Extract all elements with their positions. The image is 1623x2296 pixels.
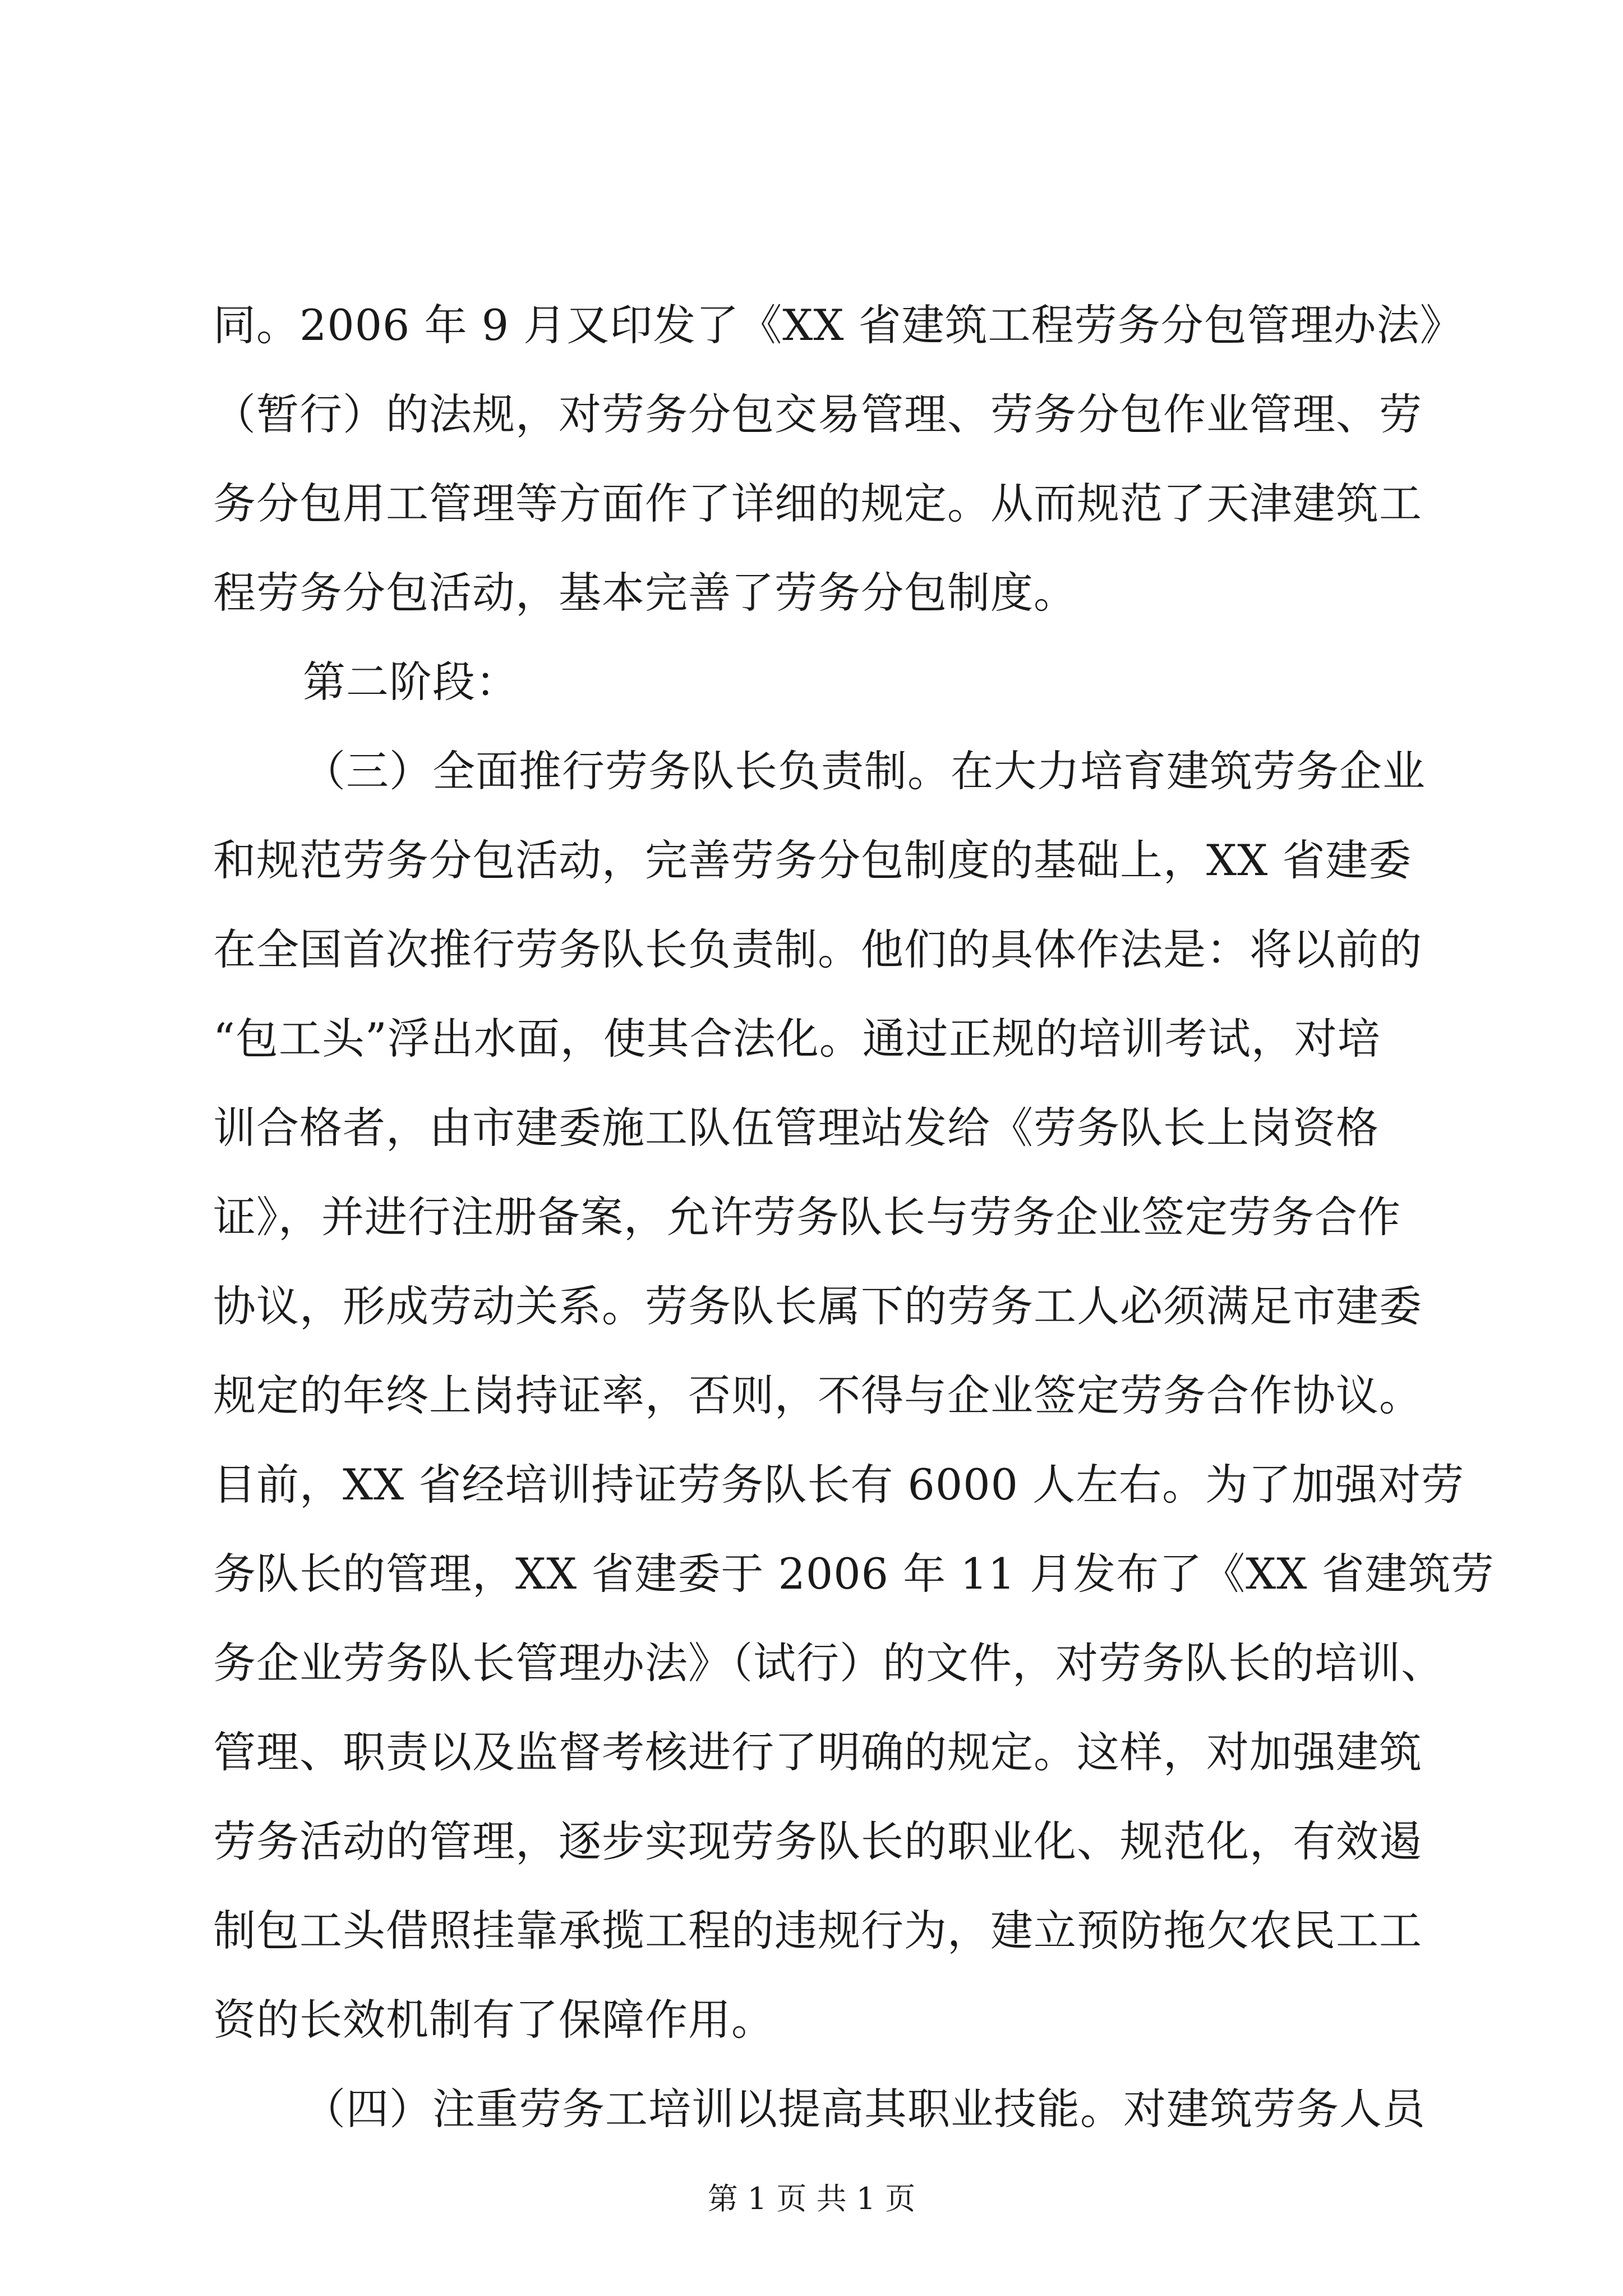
text-line: 协议，形成劳动关系。劳务队长属下的劳务工人必须满足市建委 [213, 1281, 1422, 1331]
text-line: 证》，并进行注册备案，允许劳务队长与劳务企业签定劳务合作 [213, 1192, 1401, 1242]
text-line: 劳务活动的管理，逐步实现劳务队长的职业化、规范化，有效遏 [213, 1816, 1422, 1866]
text-line: 管理、职责以及监督考核进行了明确的规定。这样，对加强建筑 [213, 1727, 1422, 1777]
text-line: 务分包用工管理等方面作了详细的规定。从而规范了天津建筑工 [213, 478, 1422, 528]
text-line: （暂行）的法规，对劳务分包交易管理、劳务分包作业管理、劳 [213, 389, 1422, 439]
text-line: 务队长的管理，XX 省建委于 2006 年 11 月发布了《XX 省建筑劳 [213, 1549, 1495, 1599]
text-line: 程劳务分包活动，基本完善了劳务分包制度。 [213, 568, 1077, 618]
text-line: 制包工头借照挂靠承揽工程的违规行为，建立预防拖欠农民工工 [213, 1906, 1422, 1955]
text-line: （四）注重劳务工培训以提高其职业技能。对建筑劳务人员 [303, 2084, 1426, 2134]
text-line: 和规范劳务分包活动，完善劳务分包制度的基础上，XX 省建委 [213, 835, 1412, 885]
text-line: 资的长效机制有了保障作用。 [213, 1995, 774, 2045]
text-line: 规定的年终上岗持证率，否则，不得与企业签定劳务合作协议。 [213, 1370, 1422, 1420]
text-line: “包工头”浮出水面，使其合法化。通过正规的培训考试，对培 [213, 1014, 1381, 1064]
text-line: 训合格者，由市建委施工队伍管理站发给《劳务队长上岗资格 [213, 1103, 1379, 1153]
text-line: 务企业劳务队长管理办法》（试行）的文件，对劳务队长的培训、 [213, 1638, 1444, 1688]
text-line: 目前，XX 省经培训持证劳务队长有 6000 人左右。为了加强对劳 [213, 1460, 1465, 1510]
text-line: 同。2006 年 9 月又印发了《XX 省建筑工程劳务分包管理办法》 [213, 300, 1463, 350]
text-line: 在全国首次推行劳务队长负责制。他们的具体作法是：将以前的 [213, 924, 1422, 974]
page-number-footer: 第 1 页 共 1 页 [707, 2181, 916, 2216]
text-line: （三）全面推行劳务队长负责制。在大力培育建筑劳务企业 [303, 746, 1426, 796]
section-heading: 第二阶段： [303, 657, 519, 707]
